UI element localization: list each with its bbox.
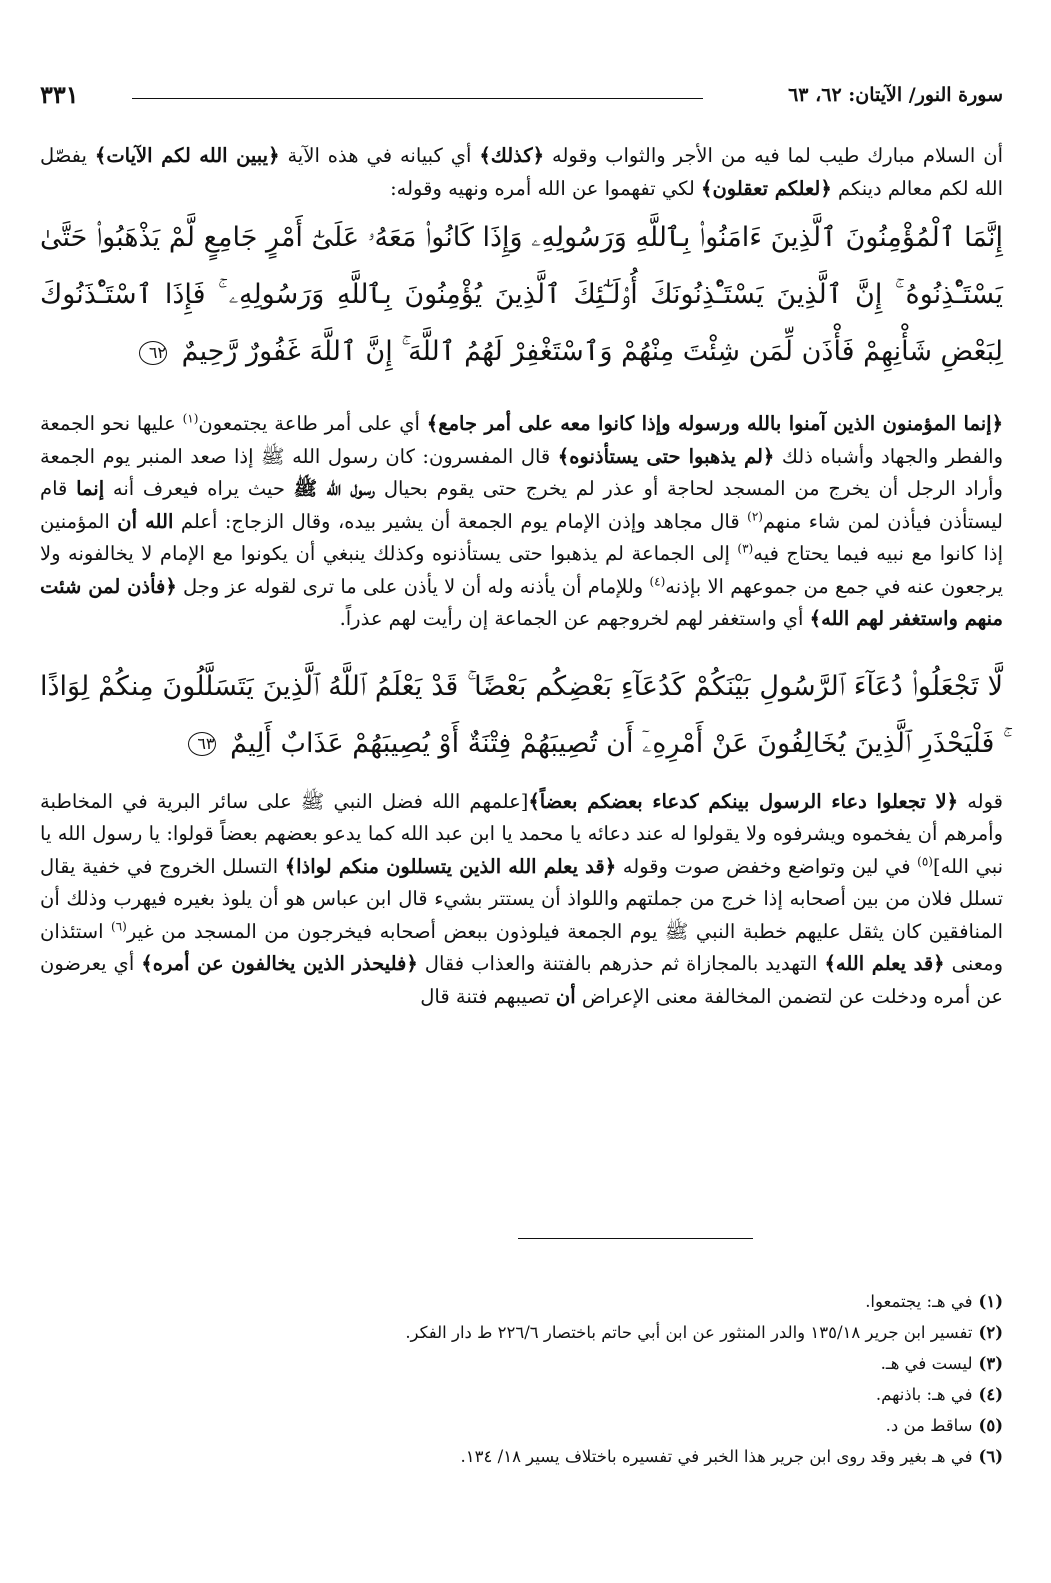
paragraph-2 [40,408,1003,636]
footnote-ref: (١) [182,411,199,426]
footnote-item [40,1379,1003,1410]
footnote-item [40,1317,1003,1348]
text-span: لكي تفهموا عن الله أمره ونهيه وقوله: [390,176,702,200]
quote-span: ﴿لعلكم تعقلون﴾ [701,176,832,200]
text-span: أن السلام مبارك طيب لما فيه من الأجر والثواب وقوله [544,144,1003,167]
footnote-item [40,1348,1003,1379]
footnote-item [40,1286,1003,1317]
footnote-text: ليست في هـ. [880,1354,973,1373]
text-span: التهديد بالمجازاة ثم حذرهم بالفتنة والعذاب فقال [417,952,825,975]
quote-span: ﴿فأذن لمن شئت منهم واستغفر لهم الله﴾ [40,574,1003,630]
text-span: قام ليستأذن فيأذن لمن شاء منهم [40,477,1003,533]
footnote-number: (١) [978,1292,1003,1311]
text-span: قال مجاهد وإذن الإمام يوم الجمعة أن يشير بيده، وقال الزجاج: أعلم [173,509,748,533]
text-span: أي كبيانه في هذه الآية [279,144,480,167]
quote-span: ﴿لم يذهبوا حتى يستأذنوه﴾ [557,444,775,468]
footnote-number: (٤) [978,1385,1003,1404]
footnote-number: (٣) [978,1354,1003,1373]
quote-span: ﴿إنما المؤمنون الذين آمنوا بالله ورسوله وإذا كانوا معه على أمر جامع﴾ [426,412,1003,435]
page-header [40,80,1003,124]
quote-span: ﴿كذلك﴾ [479,144,545,167]
text-span: [علمهم الله فضل النبي ﷺ على سائر البرية في المخاطبة وأمرهم أن يفخموه ويشرفوه ولا يقولوا له عند دعائه يا محمد يا ابن عبد الله كما يدعو بعضهم بعضاً قولوا: يا رسول الله يا نبي الله] [40,789,1004,878]
footnote-text: في هـ: باذنهم. [875,1385,973,1404]
text-span: المؤمنين إذا كانوا مع نبيه فيما يحتاج فيه [40,509,1003,565]
footnote-ref: (٦) [111,919,127,933]
quran-verse-63 [40,658,1003,772]
footnote-text: ساقط من د. [885,1416,973,1435]
surah-title: سورة النور/ الآيتان: ٦٢، ٦٣ [788,84,1003,106]
text-span: حيث يراه فيعرف أنه [104,477,294,500]
text-span: يفصّل الله لكم معالم دينكم [40,144,1003,200]
text-span: التسلل الخروج في خفية يقال تسلل فلان من بين أصحابه إذا خرج من جملتهم واللواذ أن يستتر بشيء قال ابن عباس هو أن يلوذ بغيره فيهرب وذلك أن المنافقين كان يثقل عليهم خطبة النبي ﷺ يوم الجمعة فيلوذون ببعض أصحابه فيخرجون من المسجد من غير [40,854,1003,943]
footnote-ref: (٢) [747,509,763,523]
footnote-separator [518,1238,753,1239]
text-span: أي واستغفر لهم لخروجهم عن الجماعة إن رأيت لهم عذراً. [339,607,810,630]
footnotes [40,1286,1003,1472]
quote-span: ﴿فليحذر الذين يخالفون عن أمره﴾ [141,952,418,975]
footnote-item [40,1441,1003,1472]
text-span: عليها نحو الجمعة والفطر والجهاد وأشباه ذلك [40,412,1003,468]
footnote-text: في هـ بغير وقد روى ابن جرير هذا الخبر في تفسيره باختلاف يسير ١٨/ ١٣٤. [460,1447,973,1466]
paragraph-3 [40,786,1003,1014]
header-rule [132,98,703,99]
text-span: في لين وتواضع وخفض صوت وقوله [616,854,918,878]
text-span: أي يعرضون عن أمره ودخلت عن لتضمن المخالفة معنى الإعراض [40,952,1003,1008]
verse-number-marker: ٦٣ [188,732,216,756]
text-span: استئذان ومعنى [40,919,1004,975]
footnote-text: تفسير ابن جرير ١٣٥/١٨ والدر المنثور عن ابن أبي حاتم باختصار ٢٢٦/٦ ط دار الفكر. [405,1323,973,1342]
quran-verse-62 [40,209,1003,380]
page-number: ٣٣١ [40,80,79,109]
bold-span: أن [555,984,576,1008]
text-span: قوله [958,789,1003,813]
verse-text: إِنَّمَا ٱلْمُؤْمِنُونَ ٱلَّذِينَ ءَامَنُوا۟ بِٱللَّهِ وَرَسُولِهِۦ وَإِذَا كَانُوا۟ مَعَهُۥ عَلَىٰٓ أَمْرٍ جَامِعٍ لَّمْ يَذْهَبُوا۟ حَتَّىٰ يَسْتَـْٔذِنُوهُ ۚ إِنَّ ٱلَّذِينَ يَسْتَـْٔذِنُونَكَ أُو۟لَـٰٓئِكَ ٱلَّذِينَ يُؤْمِنُونَ بِٱللَّهِ وَرَسُولِهِۦ ۚ فَإِذَا ٱسْتَـْٔذَنُوكَ لِبَعْضِ شَأْنِهِمْ فَأْذَن لِّمَن شِئْتَ مِنْهُمْ وَٱسْتَغْفِرْ لَهُمُ ٱللَّهَ ۚ إِنَّ ٱللَّهَ غَفُورٌ رَّحِيمٌ [40,222,1003,367]
bold-span: رسول الله ﷺ [293,477,376,500]
verse-number-marker: ٦٢ [139,341,167,365]
footnote-ref: (٥) [917,854,933,868]
quote-span: ﴿يبين الله لكم الآيات﴾ [94,144,280,167]
footnote-ref: (٣) [737,541,754,556]
footnote-item [40,1410,1003,1441]
footnote-text: في هـ: يجتمعوا. [865,1292,973,1311]
quote-span: ﴿قد يعلم الله﴾ [824,952,945,975]
footnote-number: (٦) [978,1447,1003,1466]
quote-span: ﴿لا تجعلوا دعاء الرسول بينكم كدعاء بعضكم بعضاً﴾ [528,789,959,813]
text-span: تصيبهم فتنة قال [420,984,556,1008]
bold-span: الله أن [117,509,174,533]
footnote-ref: (٤) [649,574,666,588]
footnote-number: (٥) [978,1416,1003,1435]
page-body [40,140,1003,1013]
quote-span: ﴿قد يعلم الله الذين يتسللون منكم لواذا﴾ [284,854,617,878]
paragraph-1 [40,140,1003,205]
bold-span: إنما [76,477,105,500]
text-span: إلى الجماعة لم يذهبوا حتى يستأذنوه وكذلك ينبغي أن يكونوا مع الإمام لا يخالفونه ولا يرجعون عنه في جمع من جموعهم الا بإذنه [40,542,1004,598]
verse-text: لَّا تَجْعَلُوا۟ دُعَآءَ ٱلرَّسُولِ بَيْنَكُمْ كَدُعَآءِ بَعْضِكُم بَعْضًا ۚ قَدْ يَعْلَمُ ٱللَّهُ ٱلَّذِينَ يَتَسَلَّلُونَ مِنكُمْ لِوَاذًا ۚ فَلْيَحْذَرِ ٱلَّذِينَ يُخَالِفُونَ عَنْ أَمْرِهِۦٓ أَن تُصِيبَهُمْ فِتْنَةٌ أَوْ يُصِيبَهُمْ عَذَابٌ أَلِيمٌ [40,670,1003,759]
footnote-number: (٢) [978,1323,1003,1342]
text-span: أي على أمر طاعة يجتمعون [198,412,427,435]
text-span: وللإمام أن يأذنه وله أن لا يأذن على ما ترى لقوله عز وجل [176,574,650,598]
text-span: قال المفسرون: كان رسول الله ﷺ إذا صعد المنبر يوم الجمعة وأراد الرجل أن يخرج من المسجد لحاجة أو عذر لم يخرج حتى يقوم بحيال [40,444,1003,500]
